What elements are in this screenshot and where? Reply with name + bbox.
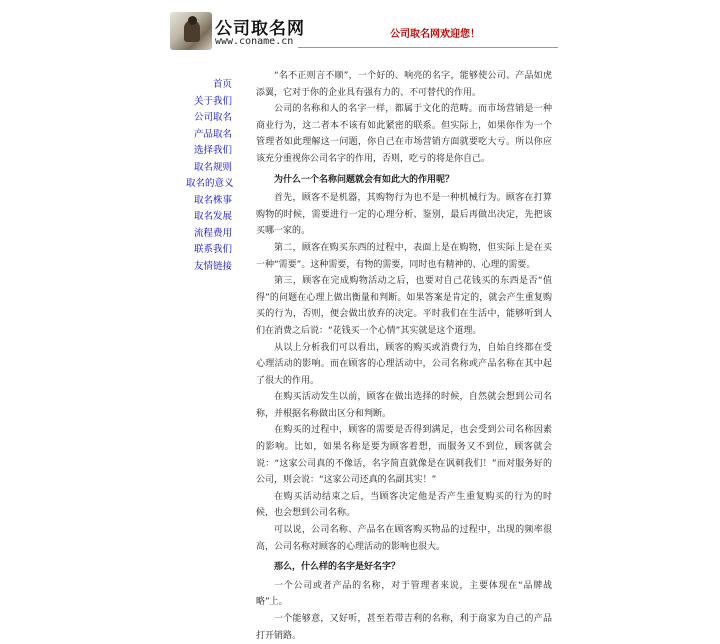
- paragraph: 一个公司或者产品的名称，对于管理者来说，主要体现在“品牌战略”上。: [256, 580, 552, 608]
- article-content: [256, 68, 552, 644]
- site-header: [170, 12, 560, 50]
- nav-choose-us[interactable]: 选择我们: [193, 145, 232, 156]
- logo-image[interactable]: [170, 12, 212, 50]
- nav-process-fees[interactable]: 流程费用: [193, 227, 232, 239]
- paragraph: 一个能够意，又好听，甚至若带吉利的名称，利于商家为自己的产品打开销路。: [256, 614, 552, 641]
- section-heading: 为什么一个名称问题就会有如此大的作用呢？: [274, 174, 455, 185]
- logo-title[interactable]: 公司取名网: [215, 19, 305, 39]
- sidebar-nav: [186, 77, 232, 275]
- paragraph: 在购买的过程中，顾客的需要是否得到满足，也会受到公司名称因素的影响。比如，如果名称是要为顾客着想，而服务又不到位，顾客就会说：“这家公司真的不像话，名字简直就像是在讽刺我们！”而对服务好的公司，则会说：“这家公司还真的名副其实！”: [256, 425, 552, 486]
- paragraph: 第二，顾客在购买东西的过程中，表面上是在购物，但实际上是在买一种“需要”。这种需要，有物的需要，同时也有精神的、心理的需要。: [256, 242, 552, 270]
- welcome-text: 公司取名网欢迎您！: [390, 29, 480, 40]
- paragraph: 在购买活动结束之后，当顾客决定他是否产生重复购买的行为的时候，也会想到公司名称。: [256, 491, 552, 519]
- paragraph: 首先，顾客不是机器，其购物行为也不是一种机械行为。顾客在打算购物的时候，需要进行一定的心理分析、鉴别，最后再做出决定，先把该买哪一家的。: [256, 193, 552, 237]
- nav-friend-links[interactable]: 友情链接: [193, 260, 232, 272]
- paragraph: 从以上分析我们可以看出，顾客的购买或消费行为，自始自终都在受心理活动的影响。而在顾客的心理活动中，公司名称或产品名称在其中起了很大的作用。: [256, 342, 552, 386]
- nav-contact[interactable]: 联系我们: [193, 244, 232, 255]
- section-heading: 那么，什么样的名字是好名字？: [274, 562, 401, 573]
- paragraph: “名不正则言不顺”，一个好的、响亮的名字，能够使公司、产品如虎添翼，它对于你的企业具有强有力的、不可替代的作用。: [256, 71, 552, 98]
- nav-product-naming[interactable]: 产品取名: [193, 128, 232, 140]
- header-divider: [298, 47, 558, 48]
- paragraph: 在购买活动发生以前，顾客在做出选择的时候，自然就会想到公司名称，并根据名称做出区分和判断。: [256, 392, 552, 419]
- paragraph: 第三，顾客在完成购物活动之后，也要对自己花钱买的东西是否“值得”的问题在心理上做出衡量和判断。如果答案是肯定的，就会产生重复购买的行为，否则，便会做出放弃的决定。平时我们在生活中，能够听到人们在消费之后说：“花钱买一个心情”其实就是这个道理。: [256, 276, 552, 336]
- nav-company-naming[interactable]: 公司取名: [193, 112, 232, 123]
- logo-url[interactable]: www.coname.cn: [215, 36, 294, 47]
- paragraph: 公司的名称和人的名字一样，都属于文化的范畴。而市场营销是一种商业行为，这二者本不该有如此紧密的联系。但实际上，如果你作为一个管理者如此理解这一问题，你自己在市场营销方面就要吃大亏。所以你应该充分重视你公司名字的作用，否则，吃亏的将是你自己。: [256, 104, 552, 164]
- nav-home[interactable]: 首页: [212, 79, 232, 90]
- paragraph: 可以说，公司名称、产品名在顾客购买物品的过程中，出现的频率很高，公司名称对顾客的心理活动的影响也很大。: [256, 525, 552, 552]
- nav-naming-rules[interactable]: 取名规则: [193, 161, 232, 173]
- nav-naming-stories[interactable]: 取名株事: [193, 194, 232, 206]
- logo-figure-head: [188, 16, 197, 25]
- nav-about[interactable]: 关于我们: [193, 95, 232, 107]
- nav-naming-development[interactable]: 取名发展: [193, 211, 232, 222]
- nav-naming-meaning[interactable]: 取名的意义: [186, 178, 234, 189]
